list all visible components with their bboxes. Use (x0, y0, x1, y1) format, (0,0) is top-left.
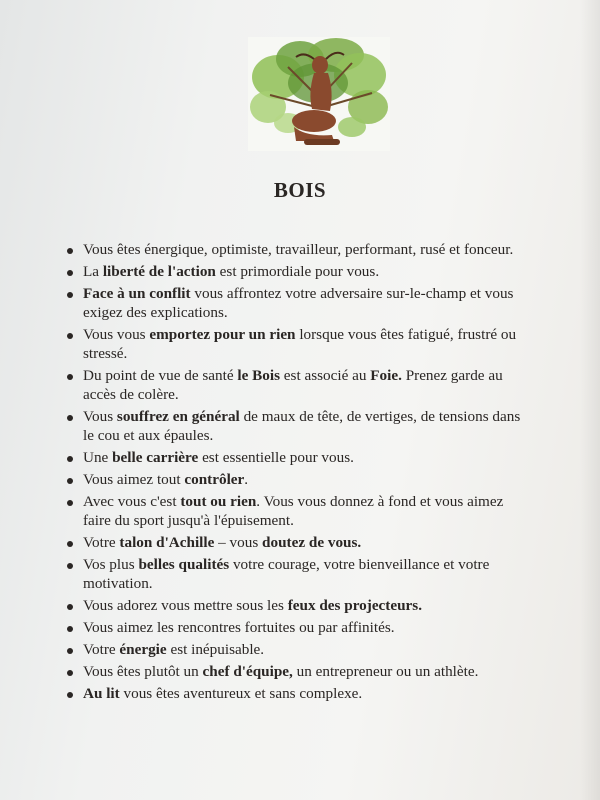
list-item (60, 684, 530, 703)
list-item (60, 448, 530, 467)
text-segment: votre courage, votre bienveillance et votre motivation. (83, 556, 490, 592)
text-segment: Vos plus (83, 556, 139, 573)
text-segment: Du point de vue de santé (83, 367, 238, 384)
text-segment: La (83, 263, 103, 280)
bold-text: Foie. (370, 367, 402, 384)
page-edge-shadow (580, 0, 600, 800)
list-item (60, 325, 530, 363)
bold-text: talon d'Achille (119, 534, 215, 551)
text-segment: Vous êtes plutôt un (83, 663, 203, 680)
text-segment: Vous aimez les rencontres fortuites ou par affinités. (83, 619, 395, 636)
text-segment: lorsque vous êtes fatigué, frustré ou stressé. (83, 326, 517, 362)
bold-text: énergie (119, 641, 167, 658)
text-segment: Vous aimez tout (83, 471, 185, 488)
bold-text: chef d'équipe, (202, 663, 293, 680)
tree-woman-drawing (248, 37, 390, 151)
list-item (60, 240, 530, 259)
text-segment: Vous vous (83, 326, 150, 343)
bold-text: Face à un conflit (83, 285, 191, 302)
text-segment: est associé au (280, 367, 371, 384)
bold-text: belle carrière (112, 449, 199, 466)
text-segment: un entrepreneur ou un athlète. (292, 663, 479, 680)
list-item (60, 284, 530, 322)
bold-text: souffrez en général (116, 408, 240, 425)
bold-text: Au lit (83, 685, 120, 702)
bold-text: liberté de l'action (102, 263, 216, 280)
list-item (60, 555, 530, 593)
text-segment: est inépuisable. (166, 641, 265, 658)
list-item (60, 492, 530, 530)
bold-text: contrôler (184, 471, 245, 488)
text-segment: – vous (214, 534, 263, 551)
list-item (60, 662, 530, 681)
text-segment: vous affrontez votre adversaire sur-le-champ et vous exigez des explications. (83, 285, 514, 321)
bold-text: emportez pour un rien (149, 326, 296, 343)
list-item (60, 640, 530, 659)
text-segment: Vous êtes énergique, optimiste, travailleur, performant, rusé et fonceur. (83, 241, 514, 258)
trait-list (60, 240, 530, 706)
list-item (60, 366, 530, 404)
list-item (60, 618, 530, 637)
text-segment: Une (83, 449, 113, 466)
list-item (60, 407, 530, 445)
text-segment: Prenez garde au accès de colère. (83, 367, 503, 403)
bold-text: tout ou rien (180, 493, 257, 510)
list-item (60, 533, 530, 552)
text-segment: vous êtes aventureux et sans complexe. (119, 685, 363, 702)
text-segment: Vous (83, 408, 117, 425)
bold-text: belles qualités (138, 556, 230, 573)
page-title: BOIS (273, 178, 327, 202)
text-segment: . Vous vous donnez à fond et vous aimez faire du sport jusqu'à l'épuisement. (83, 493, 504, 529)
text-segment: est essentielle pour vous. (198, 449, 354, 466)
bold-text: feux des projecteurs. (287, 597, 422, 614)
text-segment: Vous adorez vous mettre sous les (83, 597, 288, 614)
text-segment: . (244, 471, 249, 488)
list-item (60, 470, 530, 489)
text-segment: Votre (83, 641, 120, 658)
bold-text: doutez de vous. (262, 534, 362, 551)
text-segment: est primordiale pour vous. (215, 263, 380, 280)
text-segment: Votre (83, 534, 120, 551)
tree-woman-illustration (248, 37, 390, 151)
bold-text: le Bois (237, 367, 280, 384)
text-segment: de maux de tête, de vertiges, de tensions dans le cou et aux épaules. (83, 408, 521, 444)
list-item (60, 262, 530, 281)
text-segment: Avec vous c'est (83, 493, 181, 510)
list-item (60, 596, 530, 615)
